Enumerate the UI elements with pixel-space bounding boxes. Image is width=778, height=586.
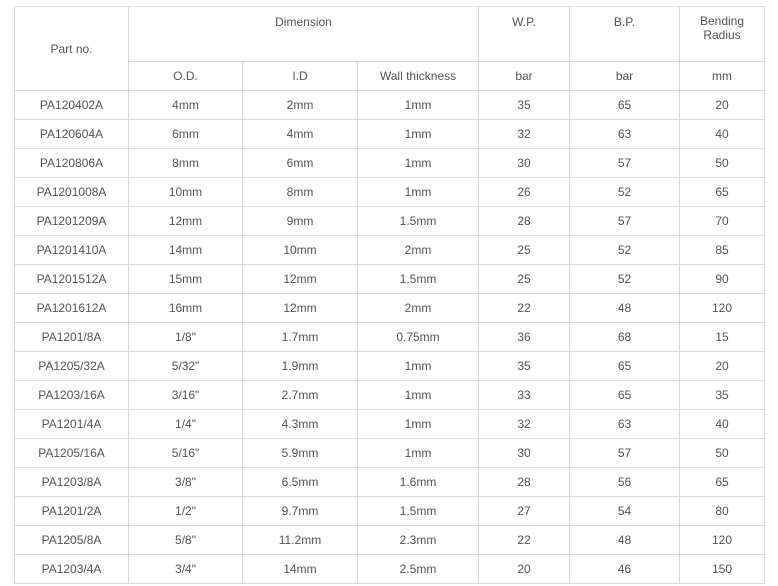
cell-id: 2.7mm [243, 381, 358, 410]
cell-id: 6mm [243, 149, 358, 178]
cell-bending-radius: 85 [680, 236, 765, 265]
cell-part-no: PA1201008A [15, 178, 129, 207]
cell-bending-radius: 15 [680, 323, 765, 352]
cell-od: 8mm [129, 149, 243, 178]
cell-id: 4mm [243, 120, 358, 149]
header-wall-thickness: Wall thickness [358, 62, 479, 91]
cell-wall-thickness: 1mm [358, 381, 479, 410]
cell-part-no: PA1201410A [15, 236, 129, 265]
cell-wp: 33 [479, 381, 570, 410]
cell-wall-thickness: 1.5mm [358, 265, 479, 294]
cell-wall-thickness: 1mm [358, 410, 479, 439]
cell-part-no: PA120806A [15, 149, 129, 178]
table-header [15, 7, 765, 91]
cell-bp: 63 [570, 120, 680, 149]
cell-od: 5/32" [129, 352, 243, 381]
cell-bending-radius: 90 [680, 265, 765, 294]
cell-part-no: PA1205/8A [15, 526, 129, 555]
cell-od: 12mm [129, 207, 243, 236]
cell-wall-thickness: 1mm [358, 439, 479, 468]
cell-wp: 32 [479, 410, 570, 439]
spec-table-container [14, 6, 765, 584]
cell-wp: 36 [479, 323, 570, 352]
cell-bp: 56 [570, 468, 680, 497]
cell-part-no: PA120402A [15, 91, 129, 120]
table-row [15, 410, 765, 439]
header-bp: B.P. [570, 7, 680, 62]
cell-bp: 54 [570, 497, 680, 526]
cell-part-no: PA1205/32A [15, 352, 129, 381]
cell-id: 6.5mm [243, 468, 358, 497]
cell-bending-radius: 20 [680, 352, 765, 381]
cell-od: 1/4" [129, 410, 243, 439]
cell-id: 10mm [243, 236, 358, 265]
cell-bp: 46 [570, 555, 680, 584]
cell-wp: 28 [479, 207, 570, 236]
spec-table [14, 6, 765, 584]
cell-id: 5.9mm [243, 439, 358, 468]
cell-id: 12mm [243, 294, 358, 323]
header-wp: W.P. [479, 7, 570, 62]
cell-od: 14mm [129, 236, 243, 265]
table-row [15, 207, 765, 236]
cell-part-no: PA1201612A [15, 294, 129, 323]
table-row [15, 149, 765, 178]
cell-id: 8mm [243, 178, 358, 207]
table-row [15, 91, 765, 120]
header-od: O.D. [129, 62, 243, 91]
cell-id: 1.7mm [243, 323, 358, 352]
cell-wall-thickness: 2mm [358, 236, 479, 265]
header-bending-radius-label: Bending Radius [699, 14, 745, 42]
cell-bp: 65 [570, 91, 680, 120]
cell-bending-radius: 40 [680, 120, 765, 149]
cell-od: 1/8" [129, 323, 243, 352]
cell-id: 14mm [243, 555, 358, 584]
table-row [15, 178, 765, 207]
cell-bending-radius: 80 [680, 497, 765, 526]
header-br-unit: mm [680, 62, 765, 91]
table-row [15, 323, 765, 352]
cell-wp: 30 [479, 439, 570, 468]
cell-bp: 57 [570, 207, 680, 236]
cell-bp: 48 [570, 526, 680, 555]
cell-wp: 25 [479, 265, 570, 294]
cell-wall-thickness: 1.6mm [358, 468, 479, 497]
cell-wp: 27 [479, 497, 570, 526]
cell-od: 4mm [129, 91, 243, 120]
cell-bp: 52 [570, 178, 680, 207]
cell-bending-radius: 20 [680, 91, 765, 120]
cell-wall-thickness: 2.5mm [358, 555, 479, 584]
header-row-top [15, 7, 765, 62]
cell-od: 15mm [129, 265, 243, 294]
table-row [15, 265, 765, 294]
cell-part-no: PA1201/8A [15, 323, 129, 352]
cell-part-no: PA1203/8A [15, 468, 129, 497]
cell-bp: 57 [570, 439, 680, 468]
cell-bp: 68 [570, 323, 680, 352]
header-part-no: Part no. [15, 7, 129, 91]
cell-bending-radius: 50 [680, 439, 765, 468]
cell-wp: 35 [479, 91, 570, 120]
table-body [15, 91, 765, 584]
cell-od: 5/16" [129, 439, 243, 468]
cell-bp: 65 [570, 381, 680, 410]
cell-id: 12mm [243, 265, 358, 294]
cell-id: 11.2mm [243, 526, 358, 555]
cell-od: 1/2" [129, 497, 243, 526]
cell-bp: 65 [570, 352, 680, 381]
cell-bending-radius: 50 [680, 149, 765, 178]
cell-wall-thickness: 1mm [358, 91, 479, 120]
header-wp-unit: bar [479, 62, 570, 91]
cell-wall-thickness: 1mm [358, 120, 479, 149]
cell-od: 5/8" [129, 526, 243, 555]
cell-part-no: PA1203/4A [15, 555, 129, 584]
cell-od: 3/8" [129, 468, 243, 497]
cell-wall-thickness: 1mm [358, 149, 479, 178]
cell-wall-thickness: 2mm [358, 294, 479, 323]
cell-od: 10mm [129, 178, 243, 207]
cell-wp: 26 [479, 178, 570, 207]
cell-wp: 35 [479, 352, 570, 381]
cell-od: 6mm [129, 120, 243, 149]
cell-id: 9mm [243, 207, 358, 236]
cell-bending-radius: 65 [680, 468, 765, 497]
cell-id: 1.9mm [243, 352, 358, 381]
cell-bp: 52 [570, 265, 680, 294]
cell-bp: 63 [570, 410, 680, 439]
cell-part-no: PA1201/4A [15, 410, 129, 439]
header-bp-unit: bar [570, 62, 680, 91]
cell-wall-thickness: 1.5mm [358, 497, 479, 526]
cell-part-no: PA1201209A [15, 207, 129, 236]
table-row [15, 526, 765, 555]
table-row [15, 468, 765, 497]
cell-part-no: PA1201/2A [15, 497, 129, 526]
cell-wp: 30 [479, 149, 570, 178]
table-row [15, 439, 765, 468]
cell-wall-thickness: 2.3mm [358, 526, 479, 555]
cell-bending-radius: 150 [680, 555, 765, 584]
cell-wp: 32 [479, 120, 570, 149]
cell-part-no: PA1201512A [15, 265, 129, 294]
cell-bp: 48 [570, 294, 680, 323]
header-dimension: Dimension [129, 7, 479, 62]
table-row [15, 497, 765, 526]
cell-wp: 20 [479, 555, 570, 584]
cell-bending-radius: 40 [680, 410, 765, 439]
header-bending-radius [680, 7, 765, 62]
cell-wp: 28 [479, 468, 570, 497]
table-row [15, 352, 765, 381]
cell-bp: 52 [570, 236, 680, 265]
cell-bp: 57 [570, 149, 680, 178]
cell-bending-radius: 35 [680, 381, 765, 410]
header-id: I.D [243, 62, 358, 91]
cell-id: 2mm [243, 91, 358, 120]
table-row [15, 381, 765, 410]
cell-bending-radius: 120 [680, 526, 765, 555]
cell-id: 4.3mm [243, 410, 358, 439]
cell-wp: 22 [479, 526, 570, 555]
cell-od: 3/16" [129, 381, 243, 410]
table-row [15, 120, 765, 149]
cell-part-no: PA120604A [15, 120, 129, 149]
cell-part-no: PA1203/16A [15, 381, 129, 410]
table-row [15, 555, 765, 584]
cell-wall-thickness: 1mm [358, 178, 479, 207]
table-row [15, 236, 765, 265]
cell-wp: 25 [479, 236, 570, 265]
cell-bending-radius: 70 [680, 207, 765, 236]
cell-bending-radius: 65 [680, 178, 765, 207]
cell-wall-thickness: 1mm [358, 352, 479, 381]
table-row [15, 294, 765, 323]
cell-part-no: PA1205/16A [15, 439, 129, 468]
cell-od: 16mm [129, 294, 243, 323]
cell-od: 3/4" [129, 555, 243, 584]
cell-wall-thickness: 0.75mm [358, 323, 479, 352]
cell-wall-thickness: 1.5mm [358, 207, 479, 236]
cell-id: 9.7mm [243, 497, 358, 526]
cell-wp: 22 [479, 294, 570, 323]
cell-bending-radius: 120 [680, 294, 765, 323]
